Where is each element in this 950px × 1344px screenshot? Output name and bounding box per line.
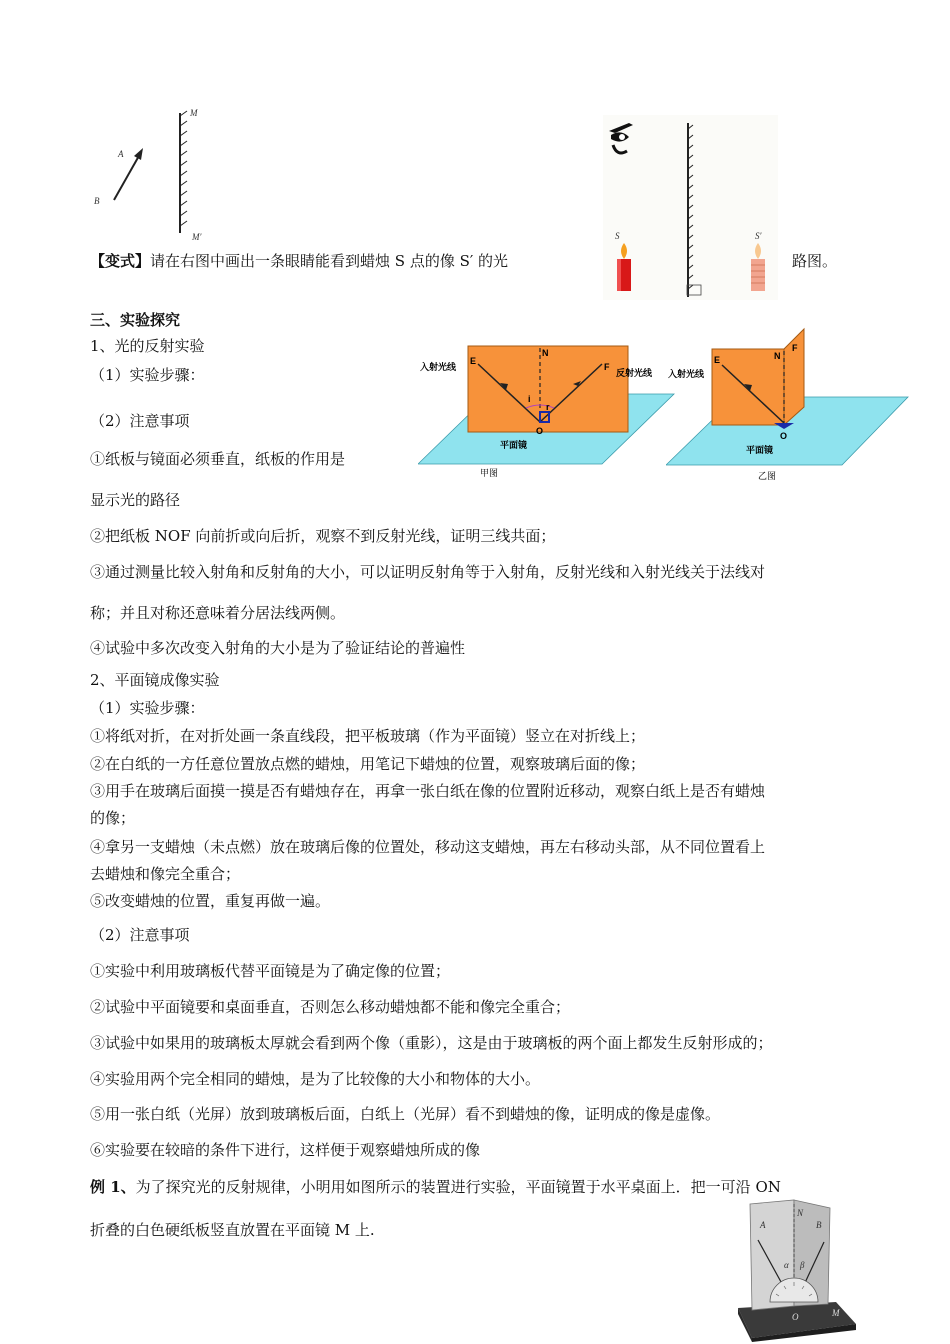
mirror-exp-note-6: ⑥实验要在较暗的条件下进行，这样便于观察蜡烛所成的像 [90, 1141, 481, 1159]
label-f: F [792, 343, 798, 353]
label-o: O [792, 1312, 799, 1322]
bianshi-tag: 【变式】 [90, 252, 151, 270]
arrow-mirror-figure [88, 100, 228, 242]
bianshi-text: 请在右图中画出一条眼睛能看到蜡烛 S 点的像 S′ 的光 [150, 252, 509, 270]
label-m: M [190, 108, 198, 118]
mirror-exp-steps-label: （1）实验步骤： [90, 699, 205, 717]
label-incident-ray: 入射光线 [668, 369, 705, 379]
label-s-prime: S′ [755, 231, 762, 241]
label-incident-ray: 入射光线 [420, 362, 457, 372]
label-a: A [760, 1220, 766, 1230]
reflection-steps-label: （1）实验步骤： [90, 366, 205, 384]
mirror-exp-step-2: ②在白纸的一方任意位置放点燃的蜡烛，用笔记下蜡烛的位置，观察玻璃后面的像； [90, 755, 646, 773]
section-title: 三、实验探究 [90, 311, 181, 329]
mirror-exp-notes-label: （2）注意事项 [90, 926, 190, 944]
label-s: S [615, 231, 620, 241]
bianshi-line [90, 252, 508, 270]
caption-yi: 乙图 [758, 471, 777, 481]
mirror-exp-note-2: ②试验中平面镜要和桌面垂直，否则怎么移动蜡烛都不能和像完全重合； [90, 998, 571, 1016]
label-m: M [832, 1308, 840, 1318]
label-mirror: 平面镜 [500, 440, 528, 450]
label-reflected-ray: 反射光线 [616, 368, 653, 378]
mirror-exp-note-3: ③试验中如果用的玻璃板太厚就会看到两个像（重影），这是由于玻璃板的两个面上都发生反射形成的； [90, 1034, 773, 1052]
mirror-exp-step-4: ④拿另一支蜡烛（未点燃）放在玻璃后像的位置处，移动这支蜡烛，再左右移动头部，从不同位置看上 [90, 838, 766, 856]
label-o: O [536, 426, 544, 436]
mirror-exp-note-4: ④实验用两个完全相同的蜡烛，是为了比较像的大小和物体的大小。 [90, 1070, 541, 1088]
example-1-text-cont: 折叠的白色硬纸板竖直放置在平面镜 M 上. [90, 1221, 375, 1239]
mirror-exp-note-1: ①实验中利用玻璃板代替平面镜是为了确定像的位置； [90, 962, 451, 980]
label-n: N [542, 348, 549, 358]
mirror-exp-note-5: ⑤用一张白纸（光屏）放到玻璃板后面，白纸上（光屏）看不到蜡烛的像，证明成的像是虚像。 [90, 1105, 721, 1123]
reflection-note-2: ②把纸板 NOF 向前折或向后折，观察不到反射光线，证明三线共面； [90, 527, 556, 545]
mirror-exp-step-1: ①将纸对折，在对折处画一条直线段，把平板玻璃（作为平面镜）竖立在对折线上； [90, 727, 646, 745]
mirror-exp-step-4-cont: 去蜡烛和像完全重合； [90, 865, 241, 883]
reflection-title: 1、光的反射实验 [90, 337, 205, 355]
label-mirror: 平面镜 [746, 445, 774, 455]
example-apparatus-figure [724, 1198, 862, 1342]
label-alpha: α [784, 1260, 789, 1270]
arrow-ab [114, 154, 140, 200]
label-o: O [780, 431, 788, 441]
label-m-prime: M′ [192, 232, 202, 242]
mirror-exp-step-3: ③用手在玻璃后面摸一摸是否有蜡烛存在，再拿一张白纸在像的位置附近移动，观察白纸上是否有蜡烛 [90, 782, 766, 800]
label-b: B [816, 1220, 822, 1230]
reflection-figure-jia [418, 338, 680, 480]
example-1-text: 为了探究光的反射规律，小明用如图所示的装置进行实验，平面镜置于水平桌面上．把一可沿 ON [135, 1178, 781, 1196]
reflection-note-1-cont: 显示光的路径 [90, 491, 181, 509]
candle-mirror-figure [603, 115, 778, 300]
reflection-notes-label: （2）注意事项 [90, 412, 190, 430]
example-1-tag: 例 1、 [90, 1178, 136, 1196]
reflection-note-3: ③通过测量比较入射角和反射角的大小，可以证明反射角等于入射角，反射光线和入射光线关于法线对 [90, 563, 766, 581]
label-r: r [546, 402, 550, 412]
caption-jia: 甲图 [480, 468, 499, 478]
label-a: A [118, 149, 124, 159]
label-n: N [774, 351, 781, 361]
reflection-figure-yi [666, 325, 910, 483]
reflection-note-4: ④试验中多次改变入射角的大小是为了验证结论的普遍性 [90, 639, 466, 657]
mirror-exp-title: 2、平面镜成像实验 [90, 671, 220, 689]
label-f: F [604, 362, 610, 372]
example-1-line [90, 1178, 781, 1196]
reflection-note-1: ①纸板与镜面必须垂直，纸板的作用是 [90, 450, 346, 468]
mirror-exp-step-3-cont: 的像； [90, 809, 136, 827]
label-e: E [470, 356, 477, 366]
label-beta: β [800, 1260, 805, 1270]
label-n: N [797, 1208, 804, 1218]
reflection-note-3-cont: 称；并且对称还意味着分居法线两侧。 [90, 604, 346, 622]
label-e: E [714, 355, 721, 365]
label-i: i [528, 394, 531, 404]
mirror-exp-step-5: ⑤改变蜡烛的位置，重复再做一遍。 [90, 892, 331, 910]
label-b: B [94, 196, 100, 206]
bianshi-text-after: 路图。 [792, 252, 838, 270]
